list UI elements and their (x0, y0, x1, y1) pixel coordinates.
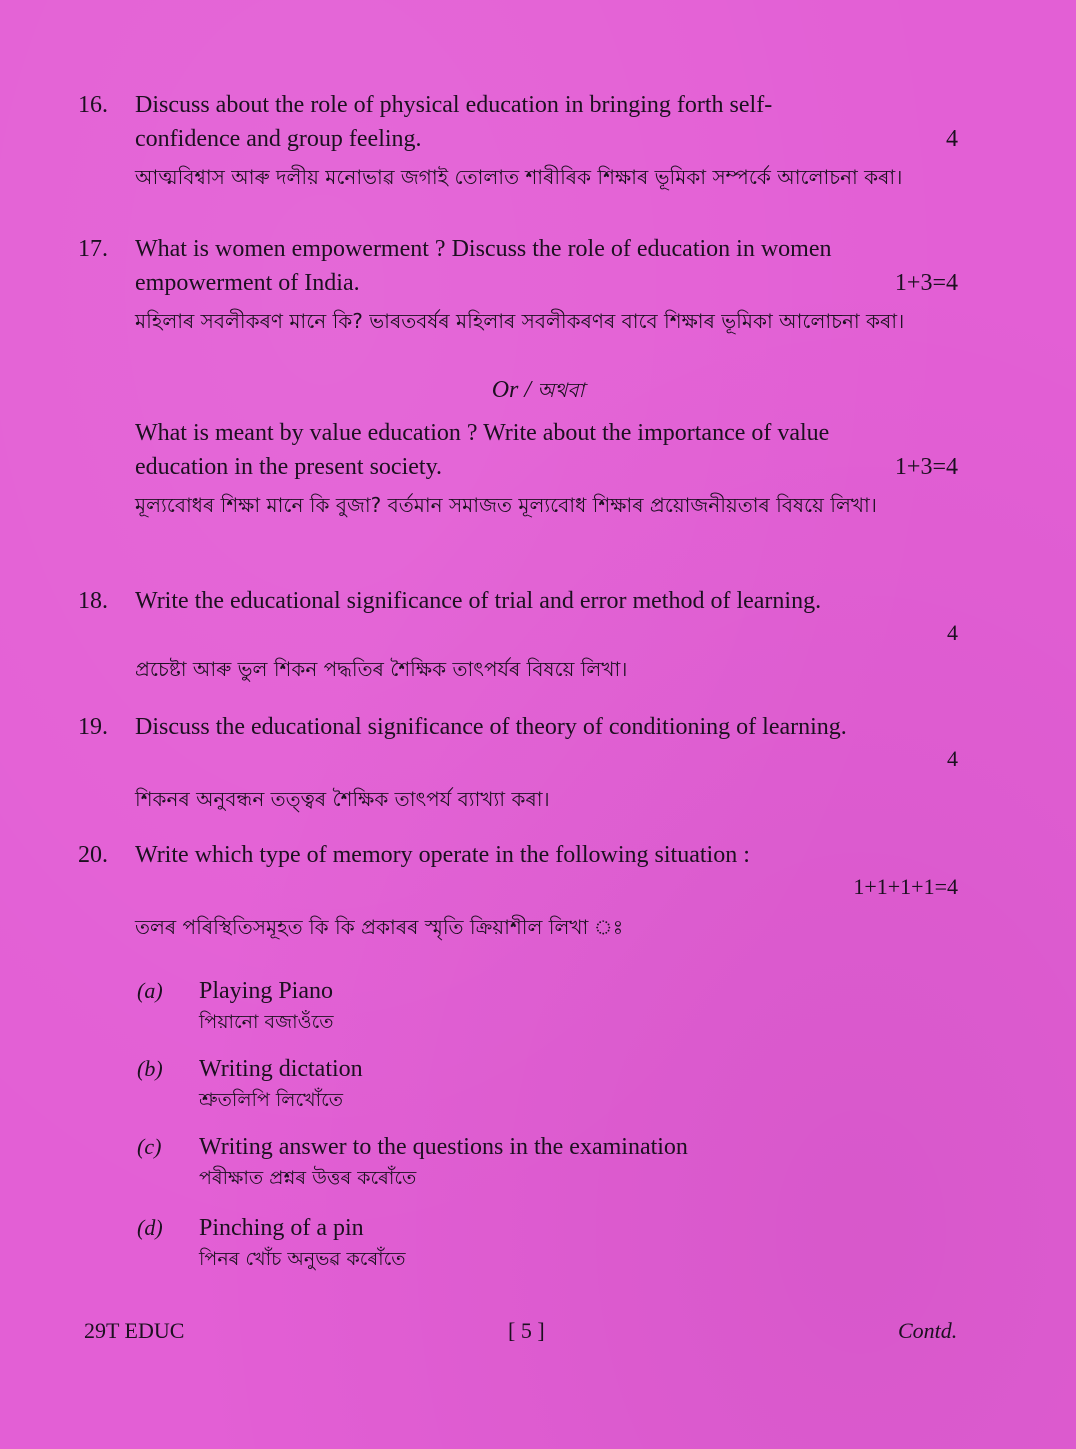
question-english-line: Write which type of memory operate in the following situation : (135, 842, 750, 868)
question-marks: 1+3=4 (894, 454, 958, 480)
question-marks: 4 (947, 746, 958, 771)
question-marks: 1+1+1+1=4 (853, 874, 958, 899)
question-number: 18. (78, 588, 108, 614)
question-assamese: তলৰ পৰিস্থিতিসমূহত কি কি প্ৰকাৰৰ স্মৃতি ক্ৰিয়াশীল লিখা ঃ (135, 915, 624, 939)
subpart-english: Writing dictation (199, 1056, 363, 1082)
question-16 (78, 88, 958, 194)
subpart-label: (d) (137, 1215, 163, 1240)
question-english-line: Write the educational significance of trial and error method of learning. (135, 588, 822, 614)
question-number: 19. (78, 714, 108, 740)
subpart-assamese: পিনৰ খোঁচ অনুভৱ কৰোঁতে (199, 1248, 406, 1270)
subpart-english: Pinching of a pin (199, 1215, 364, 1241)
question-19 (78, 710, 958, 816)
subpart-c (137, 1131, 937, 1193)
question-number: 20. (78, 842, 108, 868)
subpart-label: (a) (137, 978, 163, 1003)
footer-page-number: [ 5 ] (508, 1318, 545, 1343)
subpart-assamese: শ্ৰুতলিপি লিখোঁতে (199, 1089, 343, 1111)
question-17 (78, 232, 958, 338)
question-english-line: education in the present society. (135, 454, 443, 480)
question-20 (78, 838, 958, 944)
subpart-english: Writing answer to the questions in the examination (199, 1134, 688, 1160)
question-english-line: What is meant by value education ? Write about the importance of value (135, 420, 830, 446)
question-marks: 1+3=4 (894, 270, 958, 296)
question-english-line: Discuss the educational significance of theory of conditioning of learning. (135, 714, 847, 740)
subpart-assamese: পৰীক্ষাত প্ৰশ্নৰ উত্তৰ কৰোঁতে (199, 1167, 417, 1189)
subpart-label: (b) (137, 1056, 163, 1081)
or-english: Or / (491, 377, 532, 403)
question-marks: 4 (947, 620, 958, 645)
question-assamese: প্ৰচেষ্টা আৰু ভুল শিকন পদ্ধতিৰ শৈক্ষিক তাৎপৰ্যৰ বিষয়ে লিখা। (135, 657, 628, 681)
subpart-english: Playing Piano (199, 978, 334, 1004)
question-18 (78, 584, 958, 686)
subpart-label: (c) (137, 1134, 162, 1159)
subpart-d (137, 1212, 937, 1274)
question-assamese: আত্মবিশ্বাস আৰু দলীয় মনোভাৱ জগাই তোলাত শাৰীৰিক শিক্ষাৰ ভূমিকা সম্পৰ্কে আলোচনা কৰা। (135, 165, 903, 189)
or-separator (0, 376, 1076, 409)
question-assamese: মহিলাৰ সবলীকৰণ মানে কি? ভাৰতবৰ্ষৰ মহিলাৰ সবলীকৰণৰ বাবে শিক্ষাৰ ভূমিকা আলোচনা কৰা। (135, 309, 905, 333)
question-english-line: Discuss about the role of physical education in bringing forth self- (135, 92, 773, 118)
question-english-line: empowerment of India. (135, 270, 360, 296)
footer-contd: Contd. (898, 1318, 958, 1343)
or-assamese: অথবা (537, 378, 585, 402)
question-assamese: মূল্যবোধৰ শিক্ষা মানে কি বুজা? বৰ্তমান সমাজত মূল্যবোধ শিক্ষাৰ প্ৰয়োজনীয়তাৰ বিষয়ে লিখা। (135, 493, 877, 517)
subpart-b (137, 1053, 937, 1115)
question-english-line: What is women empowerment ? Discuss the role of education in women (135, 236, 832, 262)
question-assamese: শিকনৰ অনুবন্ধন তত্ত্বৰ শৈক্ষিক তাৎপৰ্য ব্যাখ্যা কৰা। (135, 787, 550, 811)
question-number: 17. (78, 236, 108, 262)
subpart-assamese: পিয়ানো বজাওঁতে (199, 1011, 334, 1033)
question-number: 16. (78, 92, 108, 118)
question-marks: 4 (946, 126, 958, 152)
footer-code: 29T EDUC (84, 1318, 185, 1343)
question-17-alternative (78, 416, 958, 522)
subpart-a (137, 975, 937, 1037)
question-english-line: confidence and group feeling. (135, 126, 422, 152)
